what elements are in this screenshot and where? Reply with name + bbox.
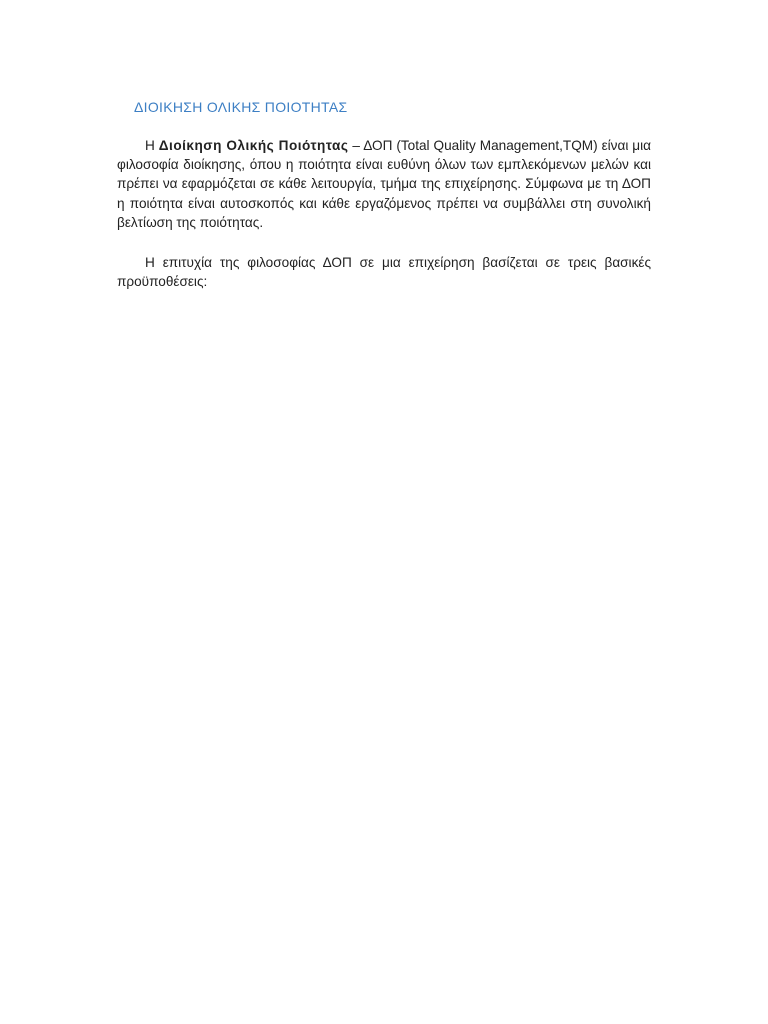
document-heading: ΔΙΟΙΚΗΣΗ ΟΛΙΚΗΣ ΠΟΙΟΤΗΤΑΣ	[134, 99, 348, 115]
success-paragraph: Η επιτυχία της φιλοσοφίας ΔΟΠ σε μια επιχείρηση βασίζεται σε τρεις βασικές προϋποθέσεις:	[117, 255, 651, 290]
intro-rest: – ΔΟΠ (Total Quality Management,TQM) είναι μια φιλοσοφία διοίκησης, όπου η ποιότητα είναι ευθύνη όλων των εμπλεκόμενων μελών και πρέπει να εφαρμόζεται σε κάθε λειτουργία, τμήμα της επιχείρησης. Σύμφωνα με τη ΔΟΠ η ποιότητα είναι αυτοσκοπός και κάθε εργαζόμενος πρέπει να συμβάλλει στη συνολική βελτίωση της ποιότητας.	[117, 138, 652, 230]
bold-term: Διοίκηση Ολικής Ποιότητας	[158, 138, 349, 153]
intro-lead: Η	[145, 138, 159, 153]
intro-paragraph	[117, 136, 651, 232]
